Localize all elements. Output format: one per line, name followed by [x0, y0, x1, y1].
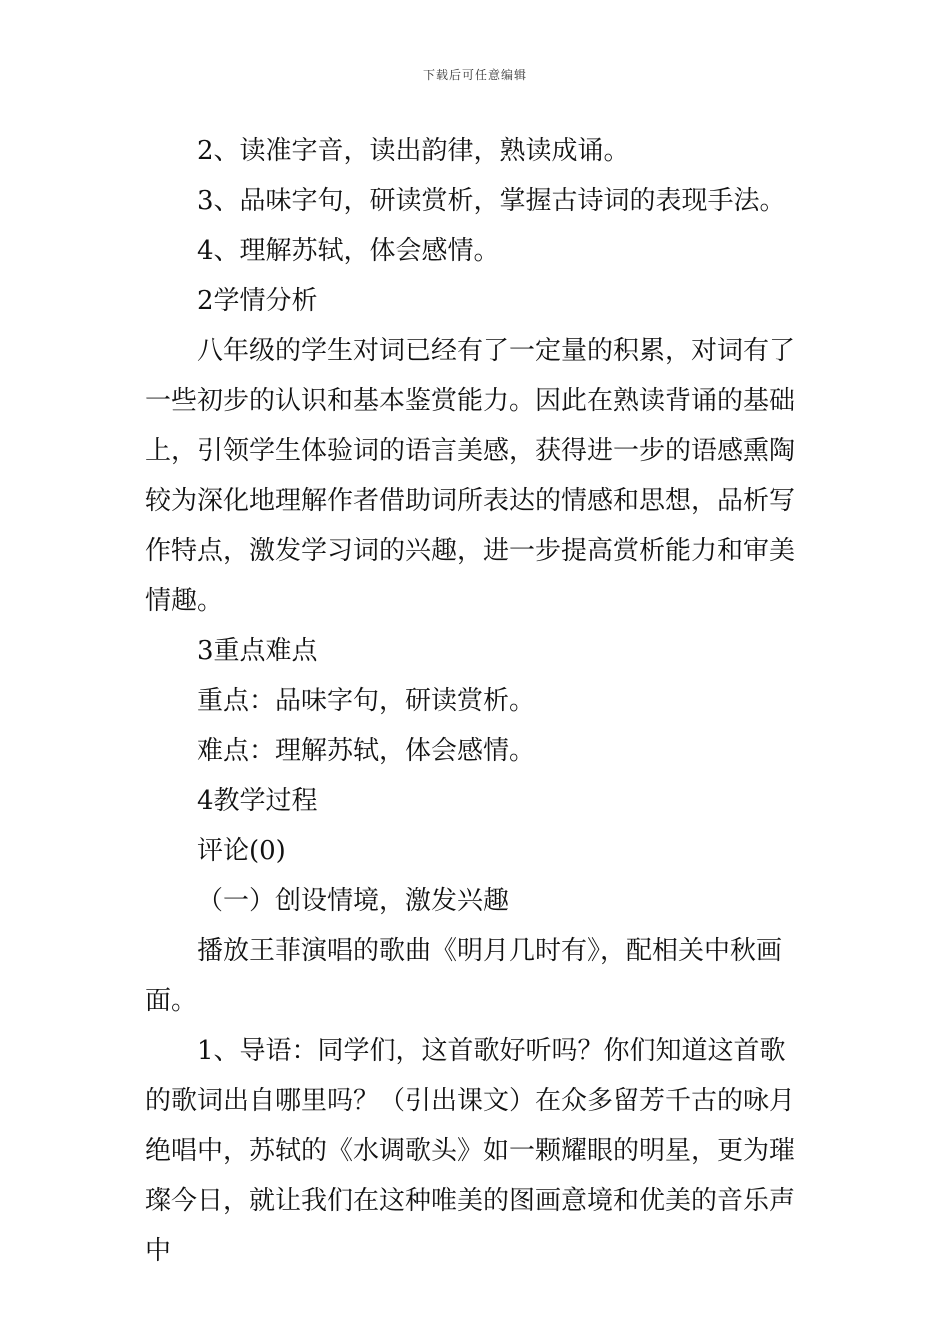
difficult-point: 难点：理解苏轼，体会感情。: [197, 736, 536, 766]
objective-3: 3、品味字句，研读赏析，掌握古诗词的表现手法。: [197, 186, 786, 216]
section-heading-key-points: 3重点难点: [197, 636, 318, 666]
document-body: [145, 126, 810, 1276]
comments-link[interactable]: 评论(0): [197, 836, 286, 866]
key-point: 重点：品味字句，研读赏析。: [197, 686, 536, 716]
objective-4: 4、理解苏轼，体会感情。: [197, 236, 500, 266]
introduction-paragraph: 1、导语：同学们，这首歌好听吗？你们知道这首歌的歌词出自哪里吗？（引出课文）在众多留芳千古的咏月绝唱中，苏轼的《水调歌头》如一颗耀眼的明星，更为璀璨今日，就让我们在这种唯美的图画意境和优美的音乐声中: [145, 1036, 796, 1266]
page-header-note: 下载后可任意编辑: [422, 68, 527, 82]
play-song-paragraph: 播放王菲演唱的歌曲《明月几时有》，配相关中秋画面。: [145, 936, 783, 1016]
objective-2: 2、读准字音，读出韵律，熟读成诵。: [197, 136, 630, 166]
section-heading-learner-analysis: 2学情分析: [197, 286, 318, 316]
section-heading-teaching-process: 4教学过程: [197, 786, 318, 816]
step-heading-create-context: （一）创设情境，激发兴趣: [197, 886, 510, 916]
learner-analysis-paragraph: 八年级的学生对词已经有了一定量的积累，对词有了一些初步的认识和基本鉴赏能力。因此在熟读背诵的基础上，引领学生体验词的语言美感，获得进一步的语感熏陶较为深化地理解作者借助词所表达的情感和思想，品析写作特点，激发学习词的兴趣，进一步提高赏析能力和审美情趣。: [145, 336, 796, 616]
